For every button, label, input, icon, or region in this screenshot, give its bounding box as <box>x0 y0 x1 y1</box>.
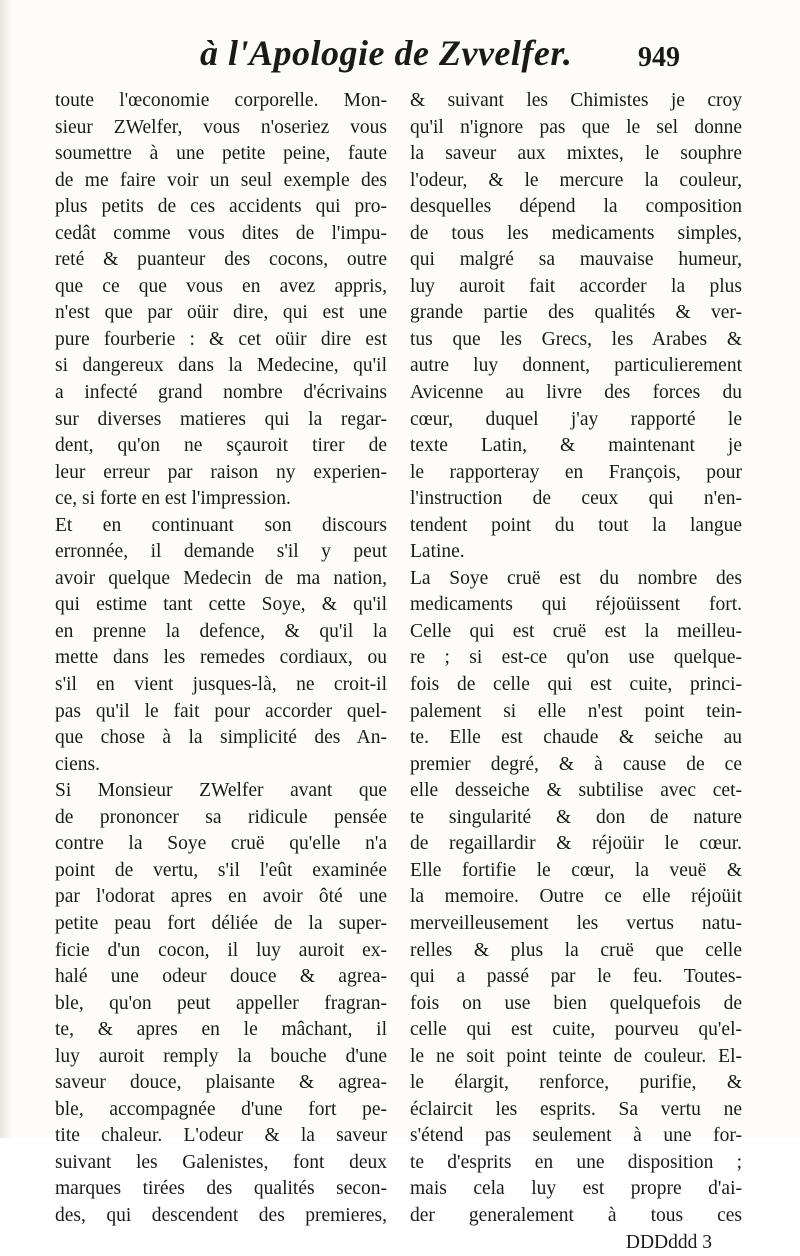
text-line: leur erreur par raison ny experien- <box>55 461 387 483</box>
text-line: ficie d'un cocon, il luy auroit ex- <box>55 939 387 961</box>
text-line: plus petits de ces accidents qui pro- <box>55 196 387 218</box>
text-line: a infecté grand nombre d'écrivains <box>55 382 387 404</box>
text-line: pure fourberie : & cet oüir dire est <box>55 328 387 350</box>
page-number: 949 <box>638 42 680 73</box>
text-column-right <box>410 88 742 1256</box>
text-line: Si Monsieur ZWelfer avant que <box>55 780 387 802</box>
text-line: elle desseiche & subtilise avec cet- <box>410 780 742 802</box>
text-line: cedât comme vous dites de l'impu- <box>55 222 387 244</box>
text-line: que chose à la simplicité des An- <box>55 727 387 749</box>
text-line: petite peau fort déliée de la super- <box>55 912 387 934</box>
text-line: qu'il n'ignore pas que le sel donne <box>410 116 742 138</box>
text-line: merveilleusement les vertus natu- <box>410 912 742 934</box>
text-line: tus que les Grecs, les Arabes & <box>410 328 742 350</box>
text-line: qui estime tant cette Soye, & qu'il <box>55 594 387 616</box>
text-line: toute l'œconomie corporelle. Mon- <box>55 90 387 111</box>
text-column-left <box>55 88 387 1230</box>
text-line: desquelles dépend la composition <box>410 196 742 218</box>
text-line: éclaircit les esprits. Sa vertu ne <box>410 1098 742 1120</box>
text-line: de tous les medicaments simples, <box>410 222 742 244</box>
text-line: saveur douce, plaisante & agrea- <box>55 1072 387 1094</box>
text-line: des, qui descendent des premieres, <box>55 1204 387 1226</box>
text-line: que ce que vous en avez appris, <box>55 275 387 297</box>
text-line: La Soye cruë est du nombre des <box>410 567 742 589</box>
text-line: pas qu'il le fait pour accorder quel- <box>55 700 387 722</box>
text-line: s'étend pas seulement à une for- <box>410 1125 742 1147</box>
text-line: l'instruction de ceux qui n'en- <box>410 488 742 510</box>
text-line: tite chaleur. L'odeur & la saveur <box>55 1125 387 1147</box>
text-line: mette dans les remedes cordiaux, ou <box>55 647 387 669</box>
text-line: medicaments qui réjoüissent fort. <box>410 594 742 616</box>
text-line: le ne soit point teinte de couleur. El- <box>410 1045 742 1067</box>
text-line: suivant les Galenistes, font deux <box>55 1151 387 1173</box>
text-line: de regaillardir & réjoüir le cœur. <box>410 833 742 855</box>
text-line: erronnée, il demande s'il y peut <box>55 541 387 563</box>
text-line: avoir quelque Medecin de ma nation, <box>55 567 387 589</box>
text-line: celle qui est cuite, pourveu qu'el- <box>410 1019 742 1041</box>
text-line: la memoire. Outre ce elle réjoüit <box>410 886 742 908</box>
text-line: te. Elle est chaude & seiche au <box>410 727 742 749</box>
text-line: le élargit, renforce, purifie, & <box>410 1072 742 1094</box>
text-line: si dangereux dans la Medecine, qu'il <box>55 355 387 377</box>
text-line: Avicenne au livre des forces du <box>410 382 742 404</box>
text-line: & suivant les Chimistes je croy <box>410 90 742 111</box>
text-line: mais cela luy est propre d'ai- <box>410 1178 742 1200</box>
text-line: qui a passé par le feu. Toutes- <box>410 966 742 988</box>
text-line: te singularité & don de nature <box>410 806 742 828</box>
text-line: luy auroit remply la bouche d'une <box>55 1045 387 1067</box>
text-line: Et en continuant son discours <box>55 514 387 536</box>
text-line: sieur ZWelfer, vous n'oseriez vous <box>55 116 387 138</box>
text-line: marques tirées des qualités secon- <box>55 1178 387 1200</box>
text-line: ciens. <box>55 753 100 775</box>
text-line: ble, qu'on peut appeller fragran- <box>55 992 387 1014</box>
text-line: grande partie des qualités & ver- <box>410 302 742 324</box>
text-line: cœur, duquel j'ay rapporté le <box>410 408 742 430</box>
text-line: fois on use bien quelquefois de <box>410 992 742 1014</box>
text-line: luy auroit fait accorder la plus <box>410 275 742 297</box>
text-line: fois de celle qui est cuite, princi- <box>410 674 742 696</box>
text-line: sur diverses matieres qui la regar- <box>55 408 387 430</box>
text-line: Celle qui est cruë est la meilleu- <box>410 620 742 642</box>
text-line: Elle fortifie le cœur, la veuë & <box>410 859 742 881</box>
text-line: palement si elle n'est point tein- <box>410 700 742 722</box>
text-line: dent, qu'on ne sçauroit tirer de <box>55 435 387 457</box>
text-line: n'est que par oüir dire, qui est une <box>55 302 387 324</box>
text-line: le rapporteray en François, pour <box>410 461 742 483</box>
text-line: s'il en vient jusques-là, ne croit-il <box>55 674 387 696</box>
text-line: reté & puanteur des cocons, outre <box>55 249 387 271</box>
text-line: halé une odeur douce & agrea- <box>55 966 387 988</box>
text-line: de prononcer sa ridicule pensée <box>55 806 387 828</box>
text-line: contre la Soye cruë qu'elle n'a <box>55 833 387 855</box>
text-line: ce, si forte en est l'impression. <box>55 488 291 510</box>
spine-shadow <box>0 0 12 1138</box>
text-line: premier degré, & à cause de ce <box>410 753 742 775</box>
signature-line: DDDddd 3 <box>625 1231 712 1253</box>
text-line: te d'esprits en une disposition ; <box>410 1151 742 1173</box>
text-line: par l'odorat apres en avoir ôté une <box>55 886 387 908</box>
text-line: te, & apres en le mâchant, il <box>55 1019 387 1041</box>
text-line: en prenne la defence, & qu'il la <box>55 620 387 642</box>
text-line: texte Latin, & maintenant je <box>410 435 742 457</box>
text-line: qui malgré sa mauvaise humeur, <box>410 249 742 271</box>
text-line: soumettre à une petite peine, faute <box>55 143 387 165</box>
text-line: Latine. <box>410 541 465 563</box>
text-line: ble, accompagnée d'une fort pe- <box>55 1098 387 1120</box>
text-line: la saveur aux mixtes, le souphre <box>410 143 742 165</box>
text-line: point de vertu, s'il l'eût examinée <box>55 859 387 881</box>
running-head <box>0 26 800 86</box>
text-line: re ; si est-ce qu'on use quelque- <box>410 647 742 669</box>
text-line: tendent point du tout la langue <box>410 514 742 536</box>
text-line: l'odeur, & le mercure la couleur, <box>410 169 742 191</box>
running-title: à l'Apologie de Zvvelfer. <box>200 33 573 73</box>
text-line: de me faire voir un seul exemple des <box>55 169 387 191</box>
text-line: autre luy donnent, particulierement <box>410 355 742 377</box>
text-line: relles & plus la cruë que celle <box>410 939 742 961</box>
text-line: der generalement à tous ces <box>410 1204 742 1226</box>
